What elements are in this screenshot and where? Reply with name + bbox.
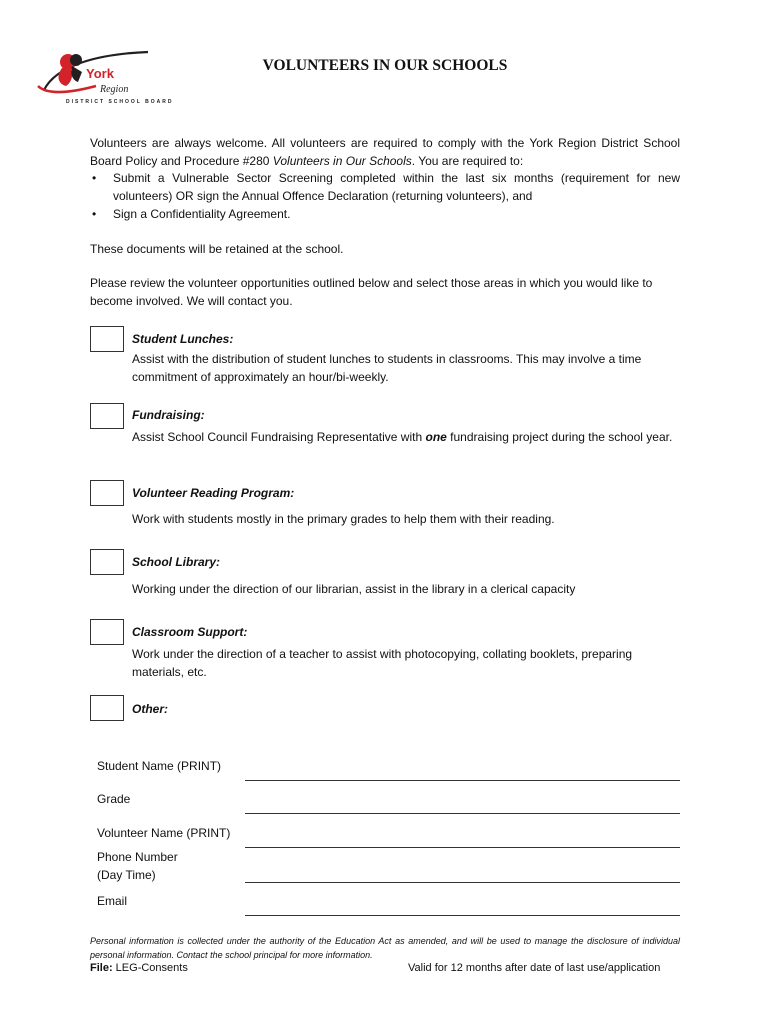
requirement-text: Sign a Confidentiality Agreement. bbox=[113, 207, 291, 221]
volunteer-name-label: Volunteer Name (PRINT) bbox=[97, 826, 231, 840]
file-reference bbox=[90, 962, 188, 974]
bullet-icon: • bbox=[92, 207, 97, 221]
logo-york-text: York bbox=[86, 66, 114, 81]
student-lunches-checkbox[interactable] bbox=[90, 326, 124, 352]
phone-number-label-line1: Phone Number bbox=[97, 850, 178, 864]
school-library-title: School Library: bbox=[132, 555, 221, 569]
requirement-item bbox=[90, 205, 680, 223]
student-lunches-title: Student Lunches: bbox=[132, 332, 234, 346]
bullet-icon: • bbox=[92, 171, 97, 185]
classroom-support-desc: Work under the direction of a teacher to assist with photocopying, collating booklets, preparing materials, etc. bbox=[132, 647, 633, 679]
fundraising-desc-before: Assist School Council Fundraising Representative with bbox=[132, 430, 426, 444]
reading-program-checkbox[interactable] bbox=[90, 480, 124, 506]
grade-label: Grade bbox=[97, 792, 131, 806]
requirement-item bbox=[90, 169, 680, 205]
page-title: VOLUNTEERS IN OUR SCHOOLS bbox=[262, 57, 508, 74]
fundraising-desc bbox=[132, 428, 677, 446]
retained-note: These documents will be retained at the school. bbox=[90, 242, 344, 256]
fundraising-title: Fundraising: bbox=[132, 408, 205, 422]
review-paragraph: Please review the volunteer opportunities outlined below and select those areas in which you would like to become involved. We will contact you. bbox=[90, 276, 653, 308]
student-lunches-desc: Assist with the distribution of student lunches to students in classrooms. This may involve a time commitment of approximately an hour/bi-weekly. bbox=[132, 352, 642, 384]
privacy-notice: Personal information is collected under the authority of the Education Act as amended, and will be used to manage the disclosure of individual personal information. Contact the school principal for more information. bbox=[90, 936, 680, 960]
validity-note: Valid for 12 months after date of last use/application bbox=[408, 962, 661, 974]
intro-policy-name: Volunteers in Our Schools bbox=[272, 154, 412, 168]
requirements-list bbox=[90, 169, 680, 223]
intro-text-before: Volunteers are always welcome. All volunteers are required to comply with the York Region District School Board Policy and Procedure #280 bbox=[90, 136, 680, 168]
york-region-logo bbox=[36, 46, 174, 108]
classroom-support-title: Classroom Support: bbox=[132, 625, 248, 639]
fundraising-checkbox[interactable] bbox=[90, 403, 124, 429]
other-checkbox[interactable] bbox=[90, 695, 124, 721]
requirement-text: Submit a Vulnerable Sector Screening completed within the last six months (requirement for new volunteers) OR sign the Annual Offence Declaration (returning volunteers), and bbox=[113, 171, 680, 203]
file-value: LEG-Consents bbox=[112, 962, 188, 974]
intro-text-after: . You are required to: bbox=[411, 154, 524, 168]
email-input[interactable] bbox=[245, 915, 680, 916]
phone-number-label bbox=[97, 848, 178, 884]
fundraising-desc-emphasis: one bbox=[425, 430, 447, 444]
email-label: Email bbox=[97, 894, 128, 908]
student-name-input[interactable] bbox=[245, 780, 680, 781]
classroom-support-checkbox[interactable] bbox=[90, 619, 124, 645]
grade-input[interactable] bbox=[245, 813, 680, 814]
reading-program-desc: Work with students mostly in the primary grades to help them with their reading. bbox=[132, 512, 555, 526]
other-title: Other: bbox=[132, 702, 168, 716]
school-library-checkbox[interactable] bbox=[90, 549, 124, 575]
phone-number-label-line2: (Day Time) bbox=[97, 868, 156, 882]
volunteer-name-input[interactable] bbox=[245, 847, 680, 848]
intro-paragraph bbox=[90, 134, 680, 170]
student-name-label: Student Name (PRINT) bbox=[97, 759, 222, 773]
phone-number-input[interactable] bbox=[245, 882, 680, 883]
logo-tagline: DISTRICT SCHOOL BOARD bbox=[66, 99, 174, 105]
school-library-desc: Working under the direction of our librarian, assist in the library in a clerical capacity bbox=[132, 582, 576, 596]
file-label: File: bbox=[90, 962, 113, 974]
fundraising-desc-after: fundraising project during the school year. bbox=[446, 430, 673, 444]
reading-program-title: Volunteer Reading Program: bbox=[132, 486, 295, 500]
logo-region-text: Region bbox=[100, 84, 129, 95]
